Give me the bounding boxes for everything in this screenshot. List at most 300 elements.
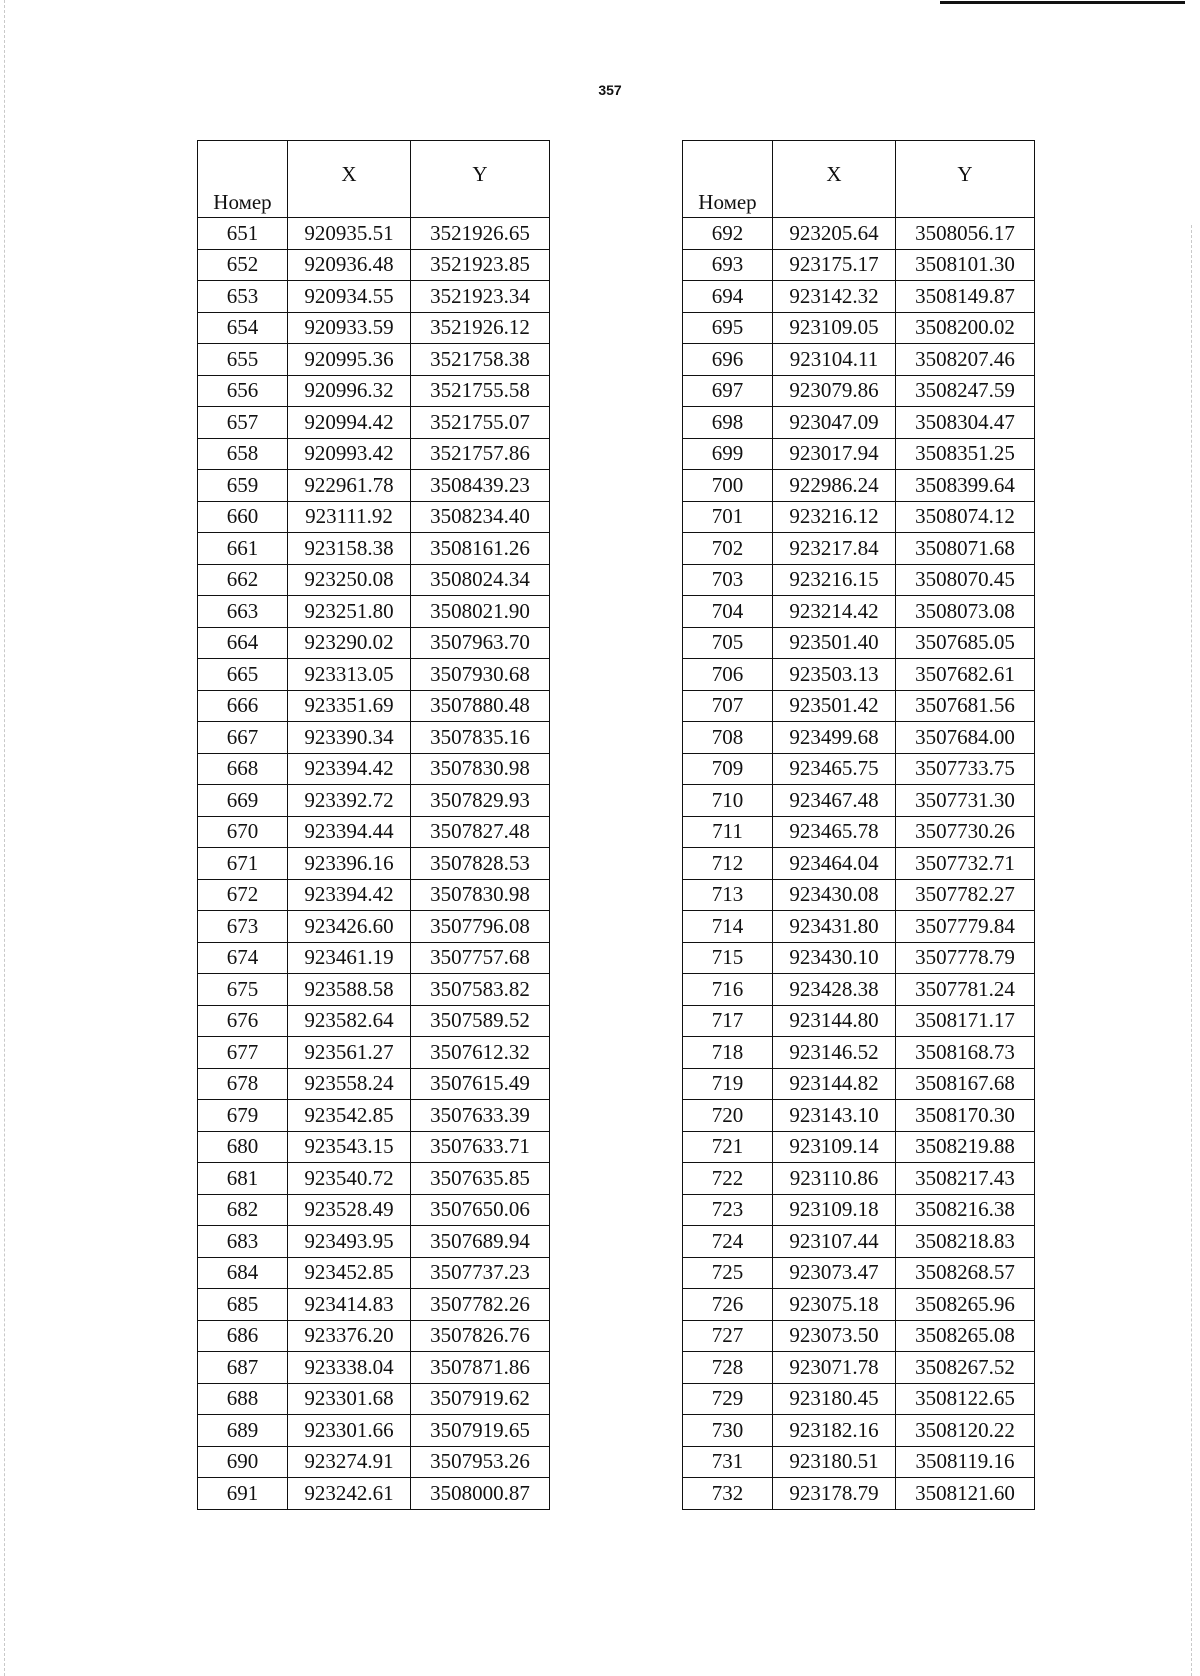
x-coordinate-cell: 923503.13	[773, 659, 896, 691]
x-coordinate-cell: 923501.42	[773, 690, 896, 722]
y-coordinate-cell: 3508121.60	[896, 1478, 1035, 1510]
x-coordinate-cell: 923143.10	[773, 1100, 896, 1132]
point-number-cell: 722	[683, 1163, 773, 1195]
point-number-cell: 658	[198, 438, 288, 470]
point-number-cell: 692	[683, 218, 773, 250]
y-coordinate-cell: 3508351.25	[896, 438, 1035, 470]
table-row	[683, 659, 1035, 691]
point-number-cell: 731	[683, 1446, 773, 1478]
point-number-cell: 683	[198, 1226, 288, 1258]
y-coordinate-cell: 3507689.94	[411, 1226, 550, 1258]
point-number-cell: 696	[683, 344, 773, 376]
point-number-cell: 701	[683, 501, 773, 533]
point-number-cell: 729	[683, 1383, 773, 1415]
y-coordinate-cell: 3507830.98	[411, 879, 550, 911]
y-coordinate-cell: 3507615.49	[411, 1068, 550, 1100]
table-row	[683, 1289, 1035, 1321]
y-coordinate-cell: 3507583.82	[411, 974, 550, 1006]
column-header-x: X	[288, 141, 411, 218]
y-coordinate-cell: 3508218.83	[896, 1226, 1035, 1258]
x-coordinate-cell: 923313.05	[288, 659, 411, 691]
table-row	[198, 659, 550, 691]
point-number-cell: 660	[198, 501, 288, 533]
x-coordinate-cell: 923146.52	[773, 1037, 896, 1069]
table-row	[683, 344, 1035, 376]
x-coordinate-cell: 923109.14	[773, 1131, 896, 1163]
x-coordinate-cell: 920936.48	[288, 249, 411, 281]
x-coordinate-cell: 923351.69	[288, 690, 411, 722]
x-coordinate-cell: 923071.78	[773, 1352, 896, 1384]
point-number-cell: 667	[198, 722, 288, 754]
table-row	[198, 1194, 550, 1226]
table-row	[683, 1037, 1035, 1069]
x-coordinate-cell: 923073.47	[773, 1257, 896, 1289]
point-number-cell: 732	[683, 1478, 773, 1510]
x-coordinate-cell: 923205.64	[773, 218, 896, 250]
point-number-cell: 702	[683, 533, 773, 565]
table-body-left	[198, 218, 550, 1510]
x-coordinate-cell: 923542.85	[288, 1100, 411, 1132]
point-number-cell: 707	[683, 690, 773, 722]
table-row	[683, 911, 1035, 943]
y-coordinate-cell: 3508399.64	[896, 470, 1035, 502]
point-number-cell: 693	[683, 249, 773, 281]
column-header-number: Номер	[683, 141, 773, 218]
column-header-y: Y	[411, 141, 550, 218]
point-number-cell: 652	[198, 249, 288, 281]
table-row	[683, 1100, 1035, 1132]
table-row	[198, 312, 550, 344]
y-coordinate-cell: 3507635.85	[411, 1163, 550, 1195]
x-coordinate-cell: 923396.16	[288, 848, 411, 880]
header-rule	[940, 1, 1185, 4]
table-row	[198, 249, 550, 281]
y-coordinate-cell: 3521757.86	[411, 438, 550, 470]
table-row	[198, 438, 550, 470]
table-row	[198, 627, 550, 659]
table-row	[683, 533, 1035, 565]
x-coordinate-cell: 923431.80	[773, 911, 896, 943]
table-row	[683, 1257, 1035, 1289]
x-coordinate-cell: 922986.24	[773, 470, 896, 502]
table-row	[198, 1005, 550, 1037]
x-coordinate-cell: 923499.68	[773, 722, 896, 754]
point-number-cell: 669	[198, 785, 288, 817]
point-number-cell: 697	[683, 375, 773, 407]
table-row	[683, 1383, 1035, 1415]
table-row	[198, 375, 550, 407]
point-number-cell: 675	[198, 974, 288, 1006]
y-coordinate-cell: 3508170.30	[896, 1100, 1035, 1132]
x-coordinate-cell: 923290.02	[288, 627, 411, 659]
y-coordinate-cell: 3507871.86	[411, 1352, 550, 1384]
y-coordinate-cell: 3508219.88	[896, 1131, 1035, 1163]
x-coordinate-cell: 923250.08	[288, 564, 411, 596]
table-row	[198, 1226, 550, 1258]
x-coordinate-cell: 923144.82	[773, 1068, 896, 1100]
y-coordinate-cell: 3507781.24	[896, 974, 1035, 1006]
column-header-number: Номер	[198, 141, 288, 218]
x-coordinate-cell: 923588.58	[288, 974, 411, 1006]
y-coordinate-cell: 3508074.12	[896, 501, 1035, 533]
table-row	[198, 1163, 550, 1195]
x-coordinate-cell: 923073.50	[773, 1320, 896, 1352]
y-coordinate-cell: 3508304.47	[896, 407, 1035, 439]
y-coordinate-cell: 3508119.16	[896, 1446, 1035, 1478]
table-row	[683, 848, 1035, 880]
point-number-cell: 698	[683, 407, 773, 439]
y-coordinate-cell: 3521926.65	[411, 218, 550, 250]
x-coordinate-cell: 923274.91	[288, 1446, 411, 1478]
x-coordinate-cell: 923376.20	[288, 1320, 411, 1352]
table-row	[198, 848, 550, 880]
point-number-cell: 687	[198, 1352, 288, 1384]
table-row	[683, 1163, 1035, 1195]
table-row	[198, 407, 550, 439]
x-coordinate-cell: 923301.66	[288, 1415, 411, 1447]
y-coordinate-cell: 3507732.71	[896, 848, 1035, 880]
x-coordinate-cell: 923426.60	[288, 911, 411, 943]
x-coordinate-cell: 922961.78	[288, 470, 411, 502]
x-coordinate-cell: 923543.15	[288, 1131, 411, 1163]
x-coordinate-cell: 923540.72	[288, 1163, 411, 1195]
point-number-cell: 688	[198, 1383, 288, 1415]
point-number-cell: 704	[683, 596, 773, 628]
y-coordinate-cell: 3507782.27	[896, 879, 1035, 911]
table-row	[683, 218, 1035, 250]
x-coordinate-cell: 923175.17	[773, 249, 896, 281]
y-coordinate-cell: 3508056.17	[896, 218, 1035, 250]
point-number-cell: 718	[683, 1037, 773, 1069]
point-number-cell: 690	[198, 1446, 288, 1478]
x-coordinate-cell: 923338.04	[288, 1352, 411, 1384]
x-coordinate-cell: 923142.32	[773, 281, 896, 313]
table-row	[198, 344, 550, 376]
y-coordinate-cell: 3507684.00	[896, 722, 1035, 754]
y-coordinate-cell: 3521755.07	[411, 407, 550, 439]
table-row	[683, 816, 1035, 848]
x-coordinate-cell: 923178.79	[773, 1478, 896, 1510]
y-coordinate-cell: 3507782.26	[411, 1289, 550, 1321]
x-coordinate-cell: 923217.84	[773, 533, 896, 565]
point-number-cell: 726	[683, 1289, 773, 1321]
point-number-cell: 665	[198, 659, 288, 691]
y-coordinate-cell: 3508021.90	[411, 596, 550, 628]
point-number-cell: 655	[198, 344, 288, 376]
x-coordinate-cell: 923465.78	[773, 816, 896, 848]
point-number-cell: 671	[198, 848, 288, 880]
point-number-cell: 724	[683, 1226, 773, 1258]
x-coordinate-cell: 920933.59	[288, 312, 411, 344]
y-coordinate-cell: 3508268.57	[896, 1257, 1035, 1289]
point-number-cell: 678	[198, 1068, 288, 1100]
y-coordinate-cell: 3508149.87	[896, 281, 1035, 313]
y-coordinate-cell: 3507737.23	[411, 1257, 550, 1289]
y-coordinate-cell: 3508071.68	[896, 533, 1035, 565]
y-coordinate-cell: 3507953.26	[411, 1446, 550, 1478]
point-number-cell: 700	[683, 470, 773, 502]
y-coordinate-cell: 3508161.26	[411, 533, 550, 565]
y-coordinate-cell: 3508000.87	[411, 1478, 550, 1510]
y-coordinate-cell: 3508024.34	[411, 564, 550, 596]
scan-edge-left	[4, 0, 5, 1676]
table-row	[683, 879, 1035, 911]
y-coordinate-cell: 3521923.85	[411, 249, 550, 281]
point-number-cell: 720	[683, 1100, 773, 1132]
x-coordinate-cell: 923392.72	[288, 785, 411, 817]
point-number-cell: 662	[198, 564, 288, 596]
point-number-cell: 670	[198, 816, 288, 848]
x-coordinate-cell: 923180.51	[773, 1446, 896, 1478]
table-row	[683, 974, 1035, 1006]
point-number-cell: 656	[198, 375, 288, 407]
x-coordinate-cell: 923214.42	[773, 596, 896, 628]
x-coordinate-cell: 920934.55	[288, 281, 411, 313]
table-row	[198, 879, 550, 911]
table-row	[683, 627, 1035, 659]
table-row	[683, 1068, 1035, 1100]
y-coordinate-cell: 3508265.96	[896, 1289, 1035, 1321]
point-number-cell: 711	[683, 816, 773, 848]
y-coordinate-cell: 3508234.40	[411, 501, 550, 533]
y-coordinate-cell: 3508439.23	[411, 470, 550, 502]
y-coordinate-cell: 3507826.76	[411, 1320, 550, 1352]
column-header-x: X	[773, 141, 896, 218]
point-number-cell: 710	[683, 785, 773, 817]
x-coordinate-cell: 923075.18	[773, 1289, 896, 1321]
table-row	[198, 816, 550, 848]
table-row	[683, 501, 1035, 533]
table-row	[683, 1131, 1035, 1163]
point-number-cell: 673	[198, 911, 288, 943]
y-coordinate-cell: 3507963.70	[411, 627, 550, 659]
table-row	[198, 533, 550, 565]
y-coordinate-cell: 3507829.93	[411, 785, 550, 817]
y-coordinate-cell: 3507733.75	[896, 753, 1035, 785]
table-row	[198, 1037, 550, 1069]
point-number-cell: 715	[683, 942, 773, 974]
point-number-cell: 685	[198, 1289, 288, 1321]
table-row	[683, 407, 1035, 439]
point-number-cell: 716	[683, 974, 773, 1006]
point-number-cell: 664	[198, 627, 288, 659]
point-number-cell: 706	[683, 659, 773, 691]
point-number-cell: 682	[198, 1194, 288, 1226]
point-number-cell: 666	[198, 690, 288, 722]
y-coordinate-cell: 3508122.65	[896, 1383, 1035, 1415]
table-row	[683, 249, 1035, 281]
table-row	[198, 911, 550, 943]
table-row	[198, 1478, 550, 1510]
table-row	[683, 1194, 1035, 1226]
x-coordinate-cell: 923047.09	[773, 407, 896, 439]
y-coordinate-cell: 3507828.53	[411, 848, 550, 880]
table-row	[683, 312, 1035, 344]
table-row	[683, 942, 1035, 974]
table-row	[683, 690, 1035, 722]
point-number-cell: 689	[198, 1415, 288, 1447]
point-number-cell: 709	[683, 753, 773, 785]
y-coordinate-cell: 3508200.02	[896, 312, 1035, 344]
y-coordinate-cell: 3508247.59	[896, 375, 1035, 407]
table-row	[198, 501, 550, 533]
table-row	[683, 1005, 1035, 1037]
y-coordinate-cell: 3508217.43	[896, 1163, 1035, 1195]
y-coordinate-cell: 3508070.45	[896, 564, 1035, 596]
y-coordinate-cell: 3507919.65	[411, 1415, 550, 1447]
table-row	[683, 1320, 1035, 1352]
table-row	[198, 1320, 550, 1352]
point-number-cell: 721	[683, 1131, 773, 1163]
scan-edge-right	[1191, 225, 1192, 1676]
y-coordinate-cell: 3521923.34	[411, 281, 550, 313]
table-row	[683, 564, 1035, 596]
point-number-cell: 719	[683, 1068, 773, 1100]
x-coordinate-cell: 923428.38	[773, 974, 896, 1006]
point-number-cell: 723	[683, 1194, 773, 1226]
x-coordinate-cell: 923144.80	[773, 1005, 896, 1037]
table-row	[198, 1131, 550, 1163]
table-row	[683, 1478, 1035, 1510]
y-coordinate-cell: 3507633.71	[411, 1131, 550, 1163]
table-row	[198, 281, 550, 313]
x-coordinate-cell: 923394.44	[288, 816, 411, 848]
table-row	[683, 281, 1035, 313]
table-row	[198, 722, 550, 754]
y-coordinate-cell: 3508216.38	[896, 1194, 1035, 1226]
point-number-cell: 674	[198, 942, 288, 974]
x-coordinate-cell: 923528.49	[288, 1194, 411, 1226]
point-number-cell: 713	[683, 879, 773, 911]
y-coordinate-cell: 3507930.68	[411, 659, 550, 691]
point-number-cell: 672	[198, 879, 288, 911]
x-coordinate-cell: 920996.32	[288, 375, 411, 407]
y-coordinate-cell: 3507796.08	[411, 911, 550, 943]
page-number: 357	[598, 82, 622, 98]
x-coordinate-cell: 923390.34	[288, 722, 411, 754]
y-coordinate-cell: 3507835.16	[411, 722, 550, 754]
y-coordinate-cell: 3508265.08	[896, 1320, 1035, 1352]
table-row	[198, 785, 550, 817]
table-row	[198, 1100, 550, 1132]
y-coordinate-cell: 3507779.84	[896, 911, 1035, 943]
y-coordinate-cell: 3508267.52	[896, 1352, 1035, 1384]
y-coordinate-cell: 3507612.32	[411, 1037, 550, 1069]
y-coordinate-cell: 3507650.06	[411, 1194, 550, 1226]
y-coordinate-cell: 3507830.98	[411, 753, 550, 785]
point-number-cell: 727	[683, 1320, 773, 1352]
point-number-cell: 728	[683, 1352, 773, 1384]
x-coordinate-cell: 923107.44	[773, 1226, 896, 1258]
x-coordinate-cell: 923414.83	[288, 1289, 411, 1321]
point-number-cell: 663	[198, 596, 288, 628]
x-coordinate-cell: 923461.19	[288, 942, 411, 974]
point-number-cell: 651	[198, 218, 288, 250]
y-coordinate-cell: 3508171.17	[896, 1005, 1035, 1037]
table-row	[198, 596, 550, 628]
x-coordinate-cell: 923465.75	[773, 753, 896, 785]
x-coordinate-cell: 920993.42	[288, 438, 411, 470]
table-row	[683, 596, 1035, 628]
x-coordinate-cell: 923493.95	[288, 1226, 411, 1258]
x-coordinate-cell: 923558.24	[288, 1068, 411, 1100]
table-row	[198, 690, 550, 722]
table-row	[198, 1415, 550, 1447]
point-number-cell: 699	[683, 438, 773, 470]
x-coordinate-cell: 923109.05	[773, 312, 896, 344]
y-coordinate-cell: 3507778.79	[896, 942, 1035, 974]
y-coordinate-cell: 3521758.38	[411, 344, 550, 376]
x-coordinate-cell: 923430.08	[773, 879, 896, 911]
x-coordinate-cell: 920935.51	[288, 218, 411, 250]
x-coordinate-cell: 923467.48	[773, 785, 896, 817]
table-row	[198, 1289, 550, 1321]
point-number-cell: 653	[198, 281, 288, 313]
x-coordinate-cell: 923216.15	[773, 564, 896, 596]
y-coordinate-cell: 3507633.39	[411, 1100, 550, 1132]
x-coordinate-cell: 923464.04	[773, 848, 896, 880]
y-coordinate-cell: 3521755.58	[411, 375, 550, 407]
table-row	[198, 1383, 550, 1415]
table-row	[198, 218, 550, 250]
point-number-cell: 695	[683, 312, 773, 344]
x-coordinate-cell: 923079.86	[773, 375, 896, 407]
y-coordinate-cell: 3507919.62	[411, 1383, 550, 1415]
x-coordinate-cell: 923452.85	[288, 1257, 411, 1289]
point-number-cell: 694	[683, 281, 773, 313]
x-coordinate-cell: 923017.94	[773, 438, 896, 470]
point-number-cell: 654	[198, 312, 288, 344]
y-coordinate-cell: 3507681.56	[896, 690, 1035, 722]
table-row	[683, 785, 1035, 817]
coordinates-table-right	[682, 140, 1035, 1510]
table-row	[683, 1226, 1035, 1258]
table-row	[198, 1446, 550, 1478]
y-coordinate-cell: 3508101.30	[896, 249, 1035, 281]
point-number-cell: 661	[198, 533, 288, 565]
x-coordinate-cell: 923182.16	[773, 1415, 896, 1447]
y-coordinate-cell: 3508120.22	[896, 1415, 1035, 1447]
x-coordinate-cell: 923180.45	[773, 1383, 896, 1415]
point-number-cell: 725	[683, 1257, 773, 1289]
point-number-cell: 708	[683, 722, 773, 754]
x-coordinate-cell: 920994.42	[288, 407, 411, 439]
x-coordinate-cell: 923242.61	[288, 1478, 411, 1510]
table-row	[683, 722, 1035, 754]
y-coordinate-cell: 3521926.12	[411, 312, 550, 344]
table-row	[683, 1415, 1035, 1447]
x-coordinate-cell: 923501.40	[773, 627, 896, 659]
table-header-row	[198, 141, 550, 218]
x-coordinate-cell: 923561.27	[288, 1037, 411, 1069]
y-coordinate-cell: 3507827.48	[411, 816, 550, 848]
point-number-cell: 679	[198, 1100, 288, 1132]
table-row	[683, 1352, 1035, 1384]
point-number-cell: 686	[198, 1320, 288, 1352]
point-number-cell: 691	[198, 1478, 288, 1510]
point-number-cell: 659	[198, 470, 288, 502]
y-coordinate-cell: 3507682.61	[896, 659, 1035, 691]
y-coordinate-cell: 3508207.46	[896, 344, 1035, 376]
column-header-y: Y	[896, 141, 1035, 218]
point-number-cell: 684	[198, 1257, 288, 1289]
x-coordinate-cell: 923109.18	[773, 1194, 896, 1226]
x-coordinate-cell: 920995.36	[288, 344, 411, 376]
table-row	[198, 974, 550, 1006]
x-coordinate-cell: 923158.38	[288, 533, 411, 565]
x-coordinate-cell: 923394.42	[288, 879, 411, 911]
table-header-row	[683, 141, 1035, 218]
